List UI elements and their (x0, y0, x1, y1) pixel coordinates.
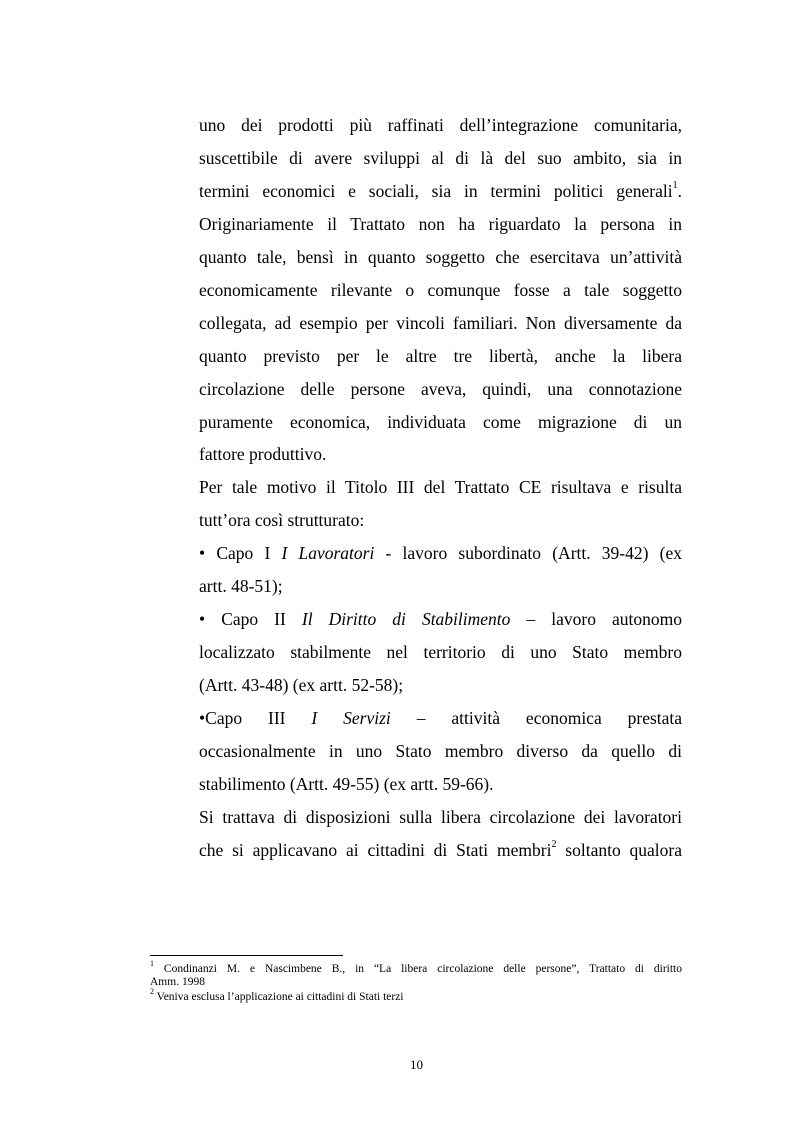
chapter-label: Capo (205, 708, 243, 728)
closing-line-1: Si trattava di disposizioni sulla libera circolazione dei lavoratori (199, 807, 682, 827)
body-line-6: economicamente rilevante o comunque fosse a tale soggetto (199, 280, 682, 300)
body-line-12: Per tale motivo il Titolo III del Trattato CE risultava e risulta (199, 477, 682, 497)
body-line-2: suscettibile di avere sviluppi al di là del suo ambito, sia in (199, 148, 682, 168)
body-line-3-text: termini economici e sociali, sia in termini politici generali (199, 181, 673, 201)
bullet: • (199, 543, 206, 563)
footnote-1 (150, 959, 682, 989)
chapter-label: Capo II (221, 609, 286, 629)
footnote-divider (150, 955, 343, 956)
body-line-5: quanto tale, bensì in quanto soggetto che esercitava un’attività (199, 247, 682, 267)
footnote-1-text: Condinanzi M. e Nascimbene B., in “La libera circolazione delle persone”, Trattato di diritto (154, 963, 682, 975)
closing-line-2-text: che si applicavano ai cittadini di Stati membri (199, 840, 552, 860)
body-line-3 (199, 180, 682, 202)
body-line-8: quanto previsto per le altre tre libertà, anche la libera (199, 346, 682, 366)
list-item-capo-2-cont-1: localizzato stabilmente nel territorio di uno Stato membro (199, 642, 682, 662)
body-line-3-end: . (677, 181, 682, 201)
chapter-label: Capo I (216, 543, 271, 563)
footnote-1-line-2: Amm. 1998 (150, 976, 205, 988)
chapter-description: - lavoro subordinato (Artt. 39-42) (ex (385, 543, 682, 563)
body-line-13: tutt’ora così strutturato: (199, 510, 365, 530)
list-item-capo-1 (199, 542, 682, 564)
bullet: • (199, 609, 206, 629)
list-item-capo-3-cont-1: occasionalmente in uno Stato membro diverso da quello di (199, 741, 682, 761)
body-line-9: circolazione delle persone aveva, quindi, una connotazione (199, 379, 682, 399)
body-line-1: uno dei prodotti più raffinati dell’integrazione comunitaria, (199, 115, 682, 135)
closing-line-2-end: soltanto qualora (556, 840, 683, 860)
body-line-11: fattore produttivo. (199, 444, 327, 464)
list-item-capo-2 (199, 608, 682, 630)
chapter-word: economica (525, 708, 602, 728)
body-line-7: collegata, ad esempio per vincoli familiari. Non diversamente da (199, 313, 682, 333)
chapter-description: – lavoro autonomo (526, 609, 683, 629)
footnote-2 (150, 987, 682, 1004)
list-item-capo-3 (199, 707, 682, 729)
body-line-10: puramente economica, individuata come migrazione di un (199, 412, 682, 432)
list-item-capo-3-cont-2: stabilimento (Artt. 49-55) (ex artt. 59-66). (199, 774, 494, 794)
footnote-2-number: 2 (150, 987, 154, 997)
list-item-capo-2-cont-2: (Artt. 43-48) (ex artt. 52-58); (199, 675, 404, 695)
footnote-ref-1: 1 (672, 180, 678, 192)
footnote-2-text: Veniva esclusa l’applicazione ai cittadini di Stati terzi (154, 991, 404, 1003)
chapter-word: attività (451, 708, 500, 728)
footnote-1-line-1 (150, 959, 682, 976)
footnote-1-number: 1 (150, 959, 154, 969)
footnote-ref-2: 2 (551, 839, 557, 851)
chapter-title: I Servizi (311, 708, 391, 728)
list-item-capo-1-cont: artt. 48-51); (199, 576, 283, 596)
chapter-word: prestata (627, 708, 683, 728)
bullet: • (199, 708, 206, 728)
chapter-title: Il Diritto di Stabilimento (301, 609, 511, 629)
body-line-4: Originariamente il Trattato non ha riguardato la persona in (199, 214, 682, 234)
closing-line-2 (199, 839, 682, 861)
page-number: 10 (410, 1057, 423, 1072)
chapter-label-number: III (268, 708, 286, 728)
chapter-dash: – (416, 708, 426, 728)
chapter-title: I Lavoratori (281, 543, 375, 563)
